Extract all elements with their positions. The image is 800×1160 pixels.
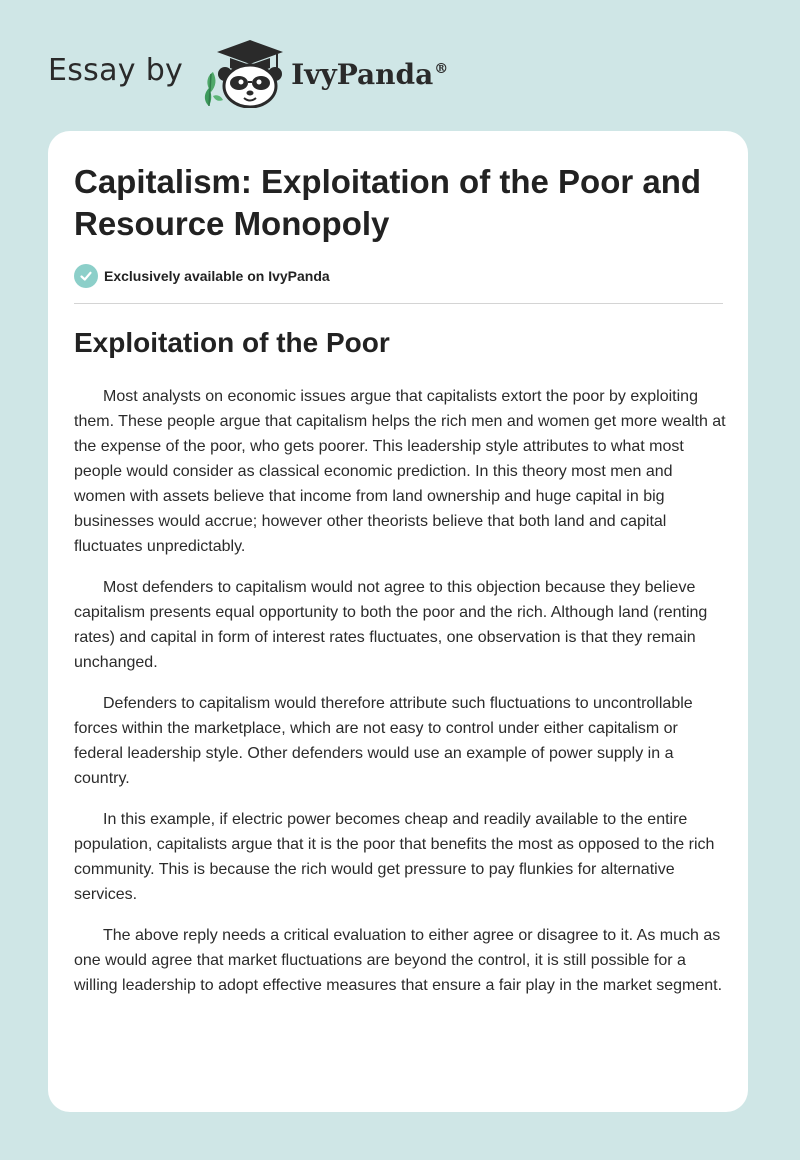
paragraph: Most defenders to capitalism would not agree to this objection because they believe capitalism presents equal opportunity to both the poor and the rich. Although land (renting rates) and capital in form of interest rates fluctuates, one observation is that they remain unchanged.	[74, 579, 708, 671]
paragraph: In this example, if electric power becomes cheap and readily available to the entire population, capitalists argue that it is the poor that benefits the most as opposed to the rich community. This is because the rich would get pressure to pay flunkies for alternative services.	[74, 811, 715, 903]
divider	[74, 303, 723, 304]
registered-mark: ®	[434, 61, 449, 78]
check-icon	[74, 264, 98, 288]
exclusive-label: Exclusively available on IvyPanda	[104, 268, 330, 284]
exclusive-badge	[74, 264, 330, 288]
paragraph: The above reply needs a critical evaluation to either agree or disagree to it. As much as one would agree that market fluctuations are beyond the control, it is still possible for a willing leadership to adopt effective measures that ensure a fair play in the market segment.	[74, 927, 723, 994]
paragraph: Defenders to capitalism would therefore attribute such fluctuations to uncontrollable forces within the marketplace, which are not easy to control under either capitalism or federal leadership style. Other defenders would use an example of power supply in a country.	[74, 695, 693, 787]
paragraph: Most analysts on economic issues argue that capitalists extort the poor by exploiting them. These people argue that capitalism helps the rich men and women get more wealth at the expense of the poor, who gets poorer. This leadership style attributes to what most people would consider as classical economic prediction. In this theory most men and women with assets believe that income from land ownership and huge capital in big businesses would accrue; however other theorists believe that both land and capital fluctuates unpredictably.	[74, 388, 726, 555]
brand-header[interactable]	[48, 36, 448, 108]
section-heading: Exploitation of the Poor	[74, 327, 390, 358]
graduate-panda-icon	[197, 36, 289, 108]
essay-card	[48, 131, 748, 1112]
essay-body	[74, 384, 726, 1014]
brand-prefix: Essay by	[48, 52, 184, 88]
essay-title: Capitalism: Exploitation of the Poor and Resource Monopoly	[74, 163, 702, 242]
brand-name: IvyPanda®	[291, 57, 449, 91]
